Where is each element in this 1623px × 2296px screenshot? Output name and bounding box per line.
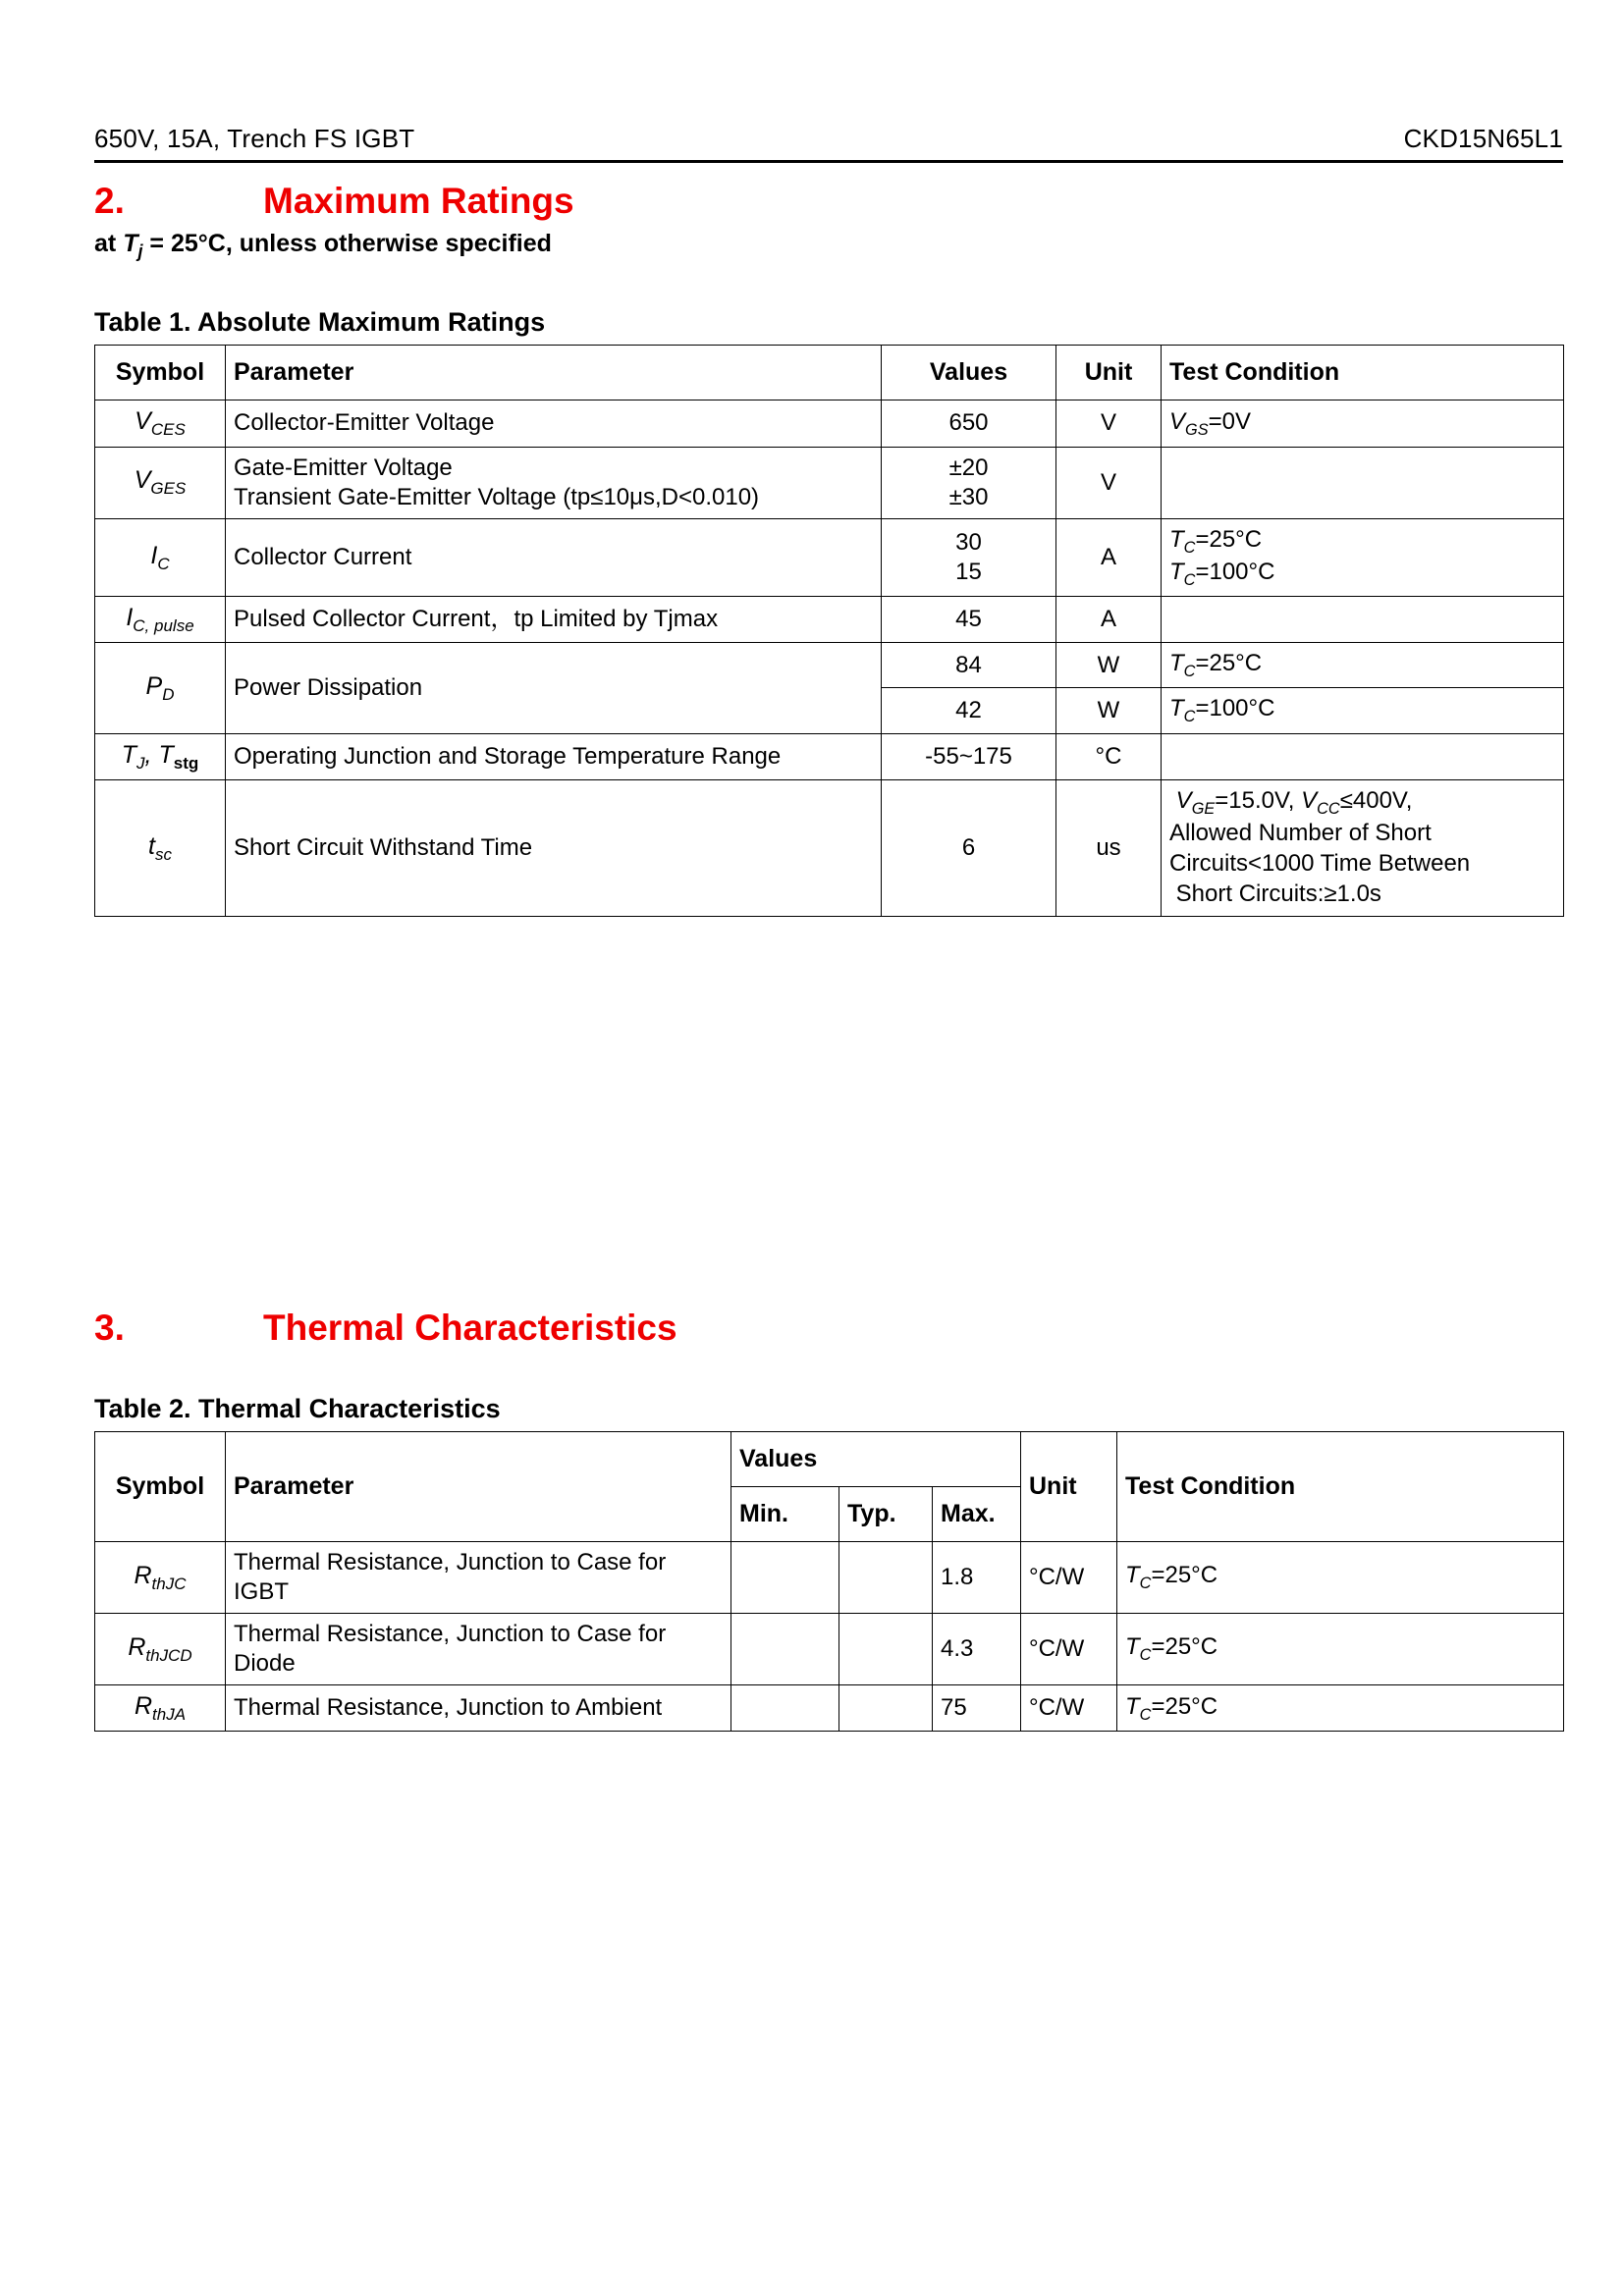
table-row	[95, 1614, 1564, 1685]
row-unit: us	[1056, 779, 1162, 916]
row-unit: °C	[1056, 733, 1162, 779]
row-unit: V	[1056, 447, 1162, 518]
row-test-condition: $V_{GS}=0V$	[1162, 400, 1564, 447]
row-parameter: Thermal Resistance, Junction to Ambient	[226, 1685, 731, 1732]
table-2-caption: Table 2. Thermal Characteristics	[94, 1393, 501, 1423]
thermal-characteristics-table	[94, 1431, 1564, 1733]
row-value-line-1: 30	[955, 528, 982, 556]
table-row	[95, 1542, 1564, 1614]
section-gap-spacer	[94, 917, 1563, 1290]
row-test-condition: $T_C=25^\circ C$	[1117, 1614, 1564, 1685]
row-test-condition	[1162, 447, 1564, 518]
row-test-condition-line-4: Short Circuits:≥1.0s	[1175, 880, 1381, 907]
header-part-number: CKD15N65L1	[1403, 124, 1563, 153]
row-parameter: Short Circuit Withstand Time	[226, 779, 882, 916]
row-symbol: $V_{GES}$	[95, 447, 226, 518]
row-parameter: Power Dissipation	[226, 643, 882, 733]
row-value	[882, 518, 1056, 596]
table-1-col-parameter: Parameter	[226, 346, 882, 400]
row-test-condition	[1162, 596, 1564, 642]
table-2-header-row-top	[95, 1431, 1564, 1486]
table-2-col-values: Values	[731, 1431, 1021, 1486]
row-value-max: 1.8	[933, 1542, 1021, 1614]
row-test-condition: $T_C=25^\circ C$	[1117, 1542, 1564, 1614]
row-test-condition-line-1: $T_C=25^\circ C$	[1169, 525, 1263, 557]
row-value-line-2: ±30	[948, 483, 989, 510]
row-value-typ	[839, 1542, 933, 1614]
row-value-min	[731, 1685, 839, 1732]
row-unit: °C/W	[1021, 1685, 1117, 1732]
table-row	[95, 1685, 1564, 1732]
row-test-condition	[1162, 518, 1564, 596]
table-1-col-test-condition: Test Condition	[1162, 346, 1564, 400]
table-row	[95, 779, 1564, 916]
section-3-title: Thermal Characteristics	[263, 1307, 677, 1348]
row-unit: °C/W	[1021, 1542, 1117, 1614]
row-test-condition-line-1: $V_{GE}=15.0V$, $V_{CC}\le 400V$,	[1175, 786, 1413, 818]
row-value-min	[731, 1614, 839, 1685]
table-2-col-min: Min.	[731, 1486, 839, 1541]
page-content	[94, 124, 1563, 1732]
row-value-typ	[839, 1614, 933, 1685]
row-test-condition	[1162, 779, 1564, 916]
table-row	[95, 400, 1564, 447]
row-value	[882, 447, 1056, 518]
table-row	[95, 643, 1564, 688]
row-symbol: $I_C$	[95, 518, 226, 596]
table-1-col-values: Values	[882, 346, 1056, 400]
section-3-heading	[94, 1308, 1563, 1349]
row-value: 6	[882, 779, 1056, 916]
header-product-description: 650V, 15A, Trench FS IGBT	[94, 124, 415, 153]
row-symbol: $P_D$	[95, 643, 226, 733]
row-symbol: $R_{thJC}$	[95, 1542, 226, 1614]
row-unit: W	[1056, 688, 1162, 733]
row-test-condition: $T_C=25^\circ C$	[1117, 1685, 1564, 1732]
row-value-max: 4.3	[933, 1614, 1021, 1685]
table-2-col-symbol: Symbol	[95, 1431, 226, 1542]
row-unit: °C/W	[1021, 1614, 1117, 1685]
row-unit: V	[1056, 400, 1162, 447]
row-parameter	[226, 447, 882, 518]
row-symbol: $I_{C, pulse}$	[95, 596, 226, 642]
row-value: 650	[882, 400, 1056, 447]
table-1-col-symbol: Symbol	[95, 346, 226, 400]
row-value: 84	[882, 643, 1056, 688]
row-unit: A	[1056, 518, 1162, 596]
row-parameter: Collector Current	[226, 518, 882, 596]
table-2-col-max: Max.	[933, 1486, 1021, 1541]
row-value-min	[731, 1542, 839, 1614]
row-parameter-line-2: Transient Gate-Emitter Voltage (tp≤10μs,D<0.010)	[234, 483, 760, 510]
row-symbol: $R_{thJA}$	[95, 1685, 226, 1732]
running-header	[94, 124, 1563, 163]
row-test-condition: $T_C=100^\circ C$	[1162, 688, 1564, 733]
note-rest: = 25°C, unless otherwise specified	[142, 230, 552, 257]
row-value-max: 75	[933, 1685, 1021, 1732]
absolute-maximum-ratings-table	[94, 345, 1564, 917]
section-2-number: 2.	[94, 181, 125, 221]
row-value-line-2: 15	[955, 558, 982, 585]
row-test-condition-line-2: $T_C=100^\circ C$	[1169, 558, 1275, 589]
row-parameter: Operating Junction and Storage Temperature Range	[226, 733, 882, 779]
table-1-col-unit: Unit	[1056, 346, 1162, 400]
row-value: 42	[882, 688, 1056, 733]
row-parameter: Pulsed Collector Current，tp Limited by Tjmax	[226, 596, 882, 642]
table-2-col-unit: Unit	[1021, 1431, 1117, 1542]
table-2-col-parameter: Parameter	[226, 1431, 731, 1542]
table-row	[95, 447, 1564, 518]
table-row	[95, 596, 1564, 642]
row-parameter: Thermal Resistance, Junction to Case for IGBT	[226, 1542, 731, 1614]
table-1-caption: Table 1. Absolute Maximum Ratings	[94, 307, 546, 337]
row-test-condition-line-3: Circuits<1000 Time Between	[1169, 850, 1471, 878]
row-test-condition-line-2: Allowed Number of Short	[1169, 820, 1432, 847]
table-2-col-test-condition: Test Condition	[1117, 1431, 1564, 1542]
row-value: 45	[882, 596, 1056, 642]
row-unit: A	[1056, 596, 1162, 642]
row-unit: W	[1056, 643, 1162, 688]
table-2-col-typ: Typ.	[839, 1486, 933, 1541]
note-symbol: $T_j$	[123, 230, 143, 261]
row-symbol: $T_J$, $T_{stg}$	[95, 733, 226, 779]
table-1-header-row	[95, 346, 1564, 400]
section-2-heading	[94, 181, 1563, 222]
section-2-title: Maximum Ratings	[263, 181, 574, 221]
row-test-condition: $T_C=25^\circ C$	[1162, 643, 1564, 688]
row-value-line-1: ±20	[948, 454, 989, 481]
row-parameter: Collector-Emitter Voltage	[226, 400, 882, 447]
row-parameter-line-1: Gate-Emitter Voltage	[234, 454, 453, 481]
section-2-condition-note	[94, 230, 1563, 262]
note-prefix: at	[94, 230, 124, 257]
row-value: -55~175	[882, 733, 1056, 779]
row-parameter: Thermal Resistance, Junction to Case for Diode	[226, 1614, 731, 1685]
table-row	[95, 733, 1564, 779]
row-symbol: $R_{thJCD}$	[95, 1614, 226, 1685]
row-symbol: $t_{sc}$	[95, 779, 226, 916]
row-test-condition	[1162, 733, 1564, 779]
row-symbol: $V_{CES}$	[95, 400, 226, 447]
row-value-typ	[839, 1685, 933, 1732]
table-row	[95, 518, 1564, 596]
section-3-number: 3.	[94, 1307, 125, 1348]
